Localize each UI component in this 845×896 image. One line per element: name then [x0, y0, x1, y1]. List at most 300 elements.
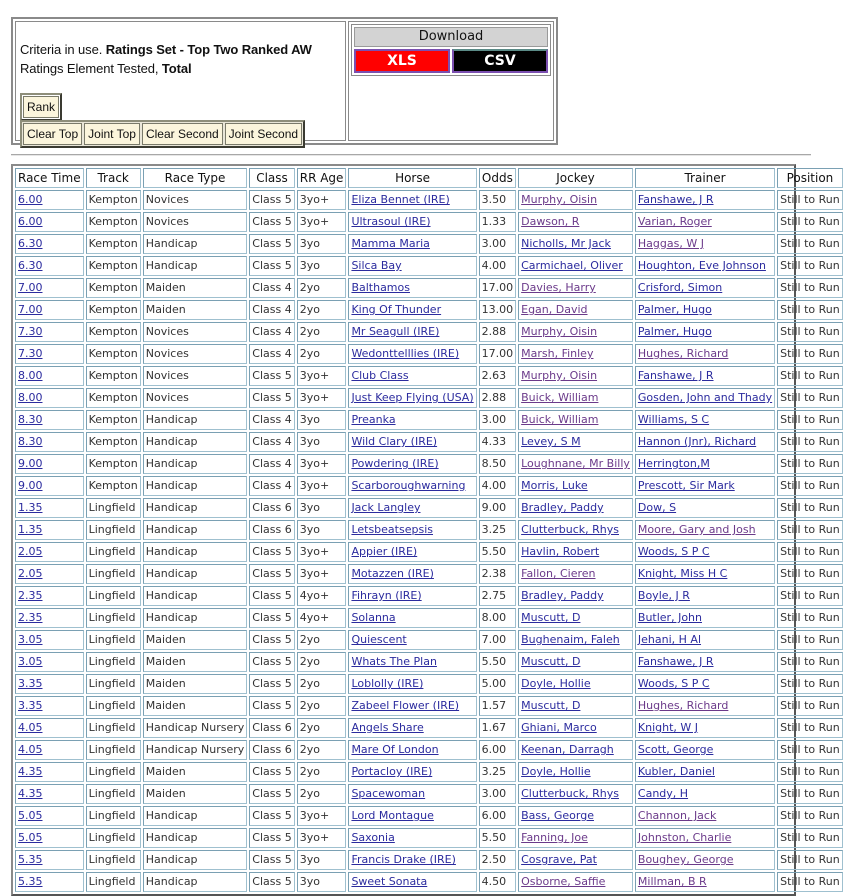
position-cell: Still to Run — [777, 850, 843, 870]
class-cell: Class 5 — [249, 608, 294, 628]
race-type-cell: Handicap — [143, 828, 248, 848]
class-cell: Class 5 — [249, 542, 294, 562]
position-cell: Still to Run — [777, 388, 843, 408]
odds-cell: 5.50 — [479, 542, 517, 562]
race-time-link[interactable]: 3.35 — [18, 677, 43, 690]
jockey-link[interactable]: Loughnane, Mr Billy — [521, 457, 630, 470]
table-row — [15, 828, 843, 848]
race-time-link[interactable]: 2.05 — [18, 545, 43, 558]
jockey-link[interactable]: Morris, Luke — [521, 479, 588, 492]
race-time-link[interactable]: 6.00 — [18, 193, 43, 206]
trainer-cell — [635, 784, 775, 804]
horse-cell — [348, 718, 476, 738]
race-time-cell — [15, 718, 84, 738]
table-row — [15, 674, 843, 694]
rr-age-cell: 2yo — [297, 344, 347, 364]
trainer-link[interactable]: Hannon (Jnr), Richard — [637, 435, 757, 448]
race-time-cell — [15, 410, 84, 430]
trainer-link[interactable]: Hughes, Richard — [637, 699, 729, 712]
jockey-cell — [518, 740, 633, 760]
race-type-cell: Handicap — [143, 234, 248, 254]
jockey-link[interactable]: Bass, George — [521, 809, 594, 822]
horse-link[interactable]: Zabeel Flower (IRE) — [351, 699, 460, 712]
horse-cell — [348, 872, 476, 892]
track-cell: Lingfield — [86, 564, 141, 584]
jockey-cell — [518, 586, 633, 606]
jockey-link[interactable]: Carmichael, Oliver — [521, 259, 623, 272]
position-cell: Still to Run — [777, 410, 843, 430]
horse-cell — [348, 674, 476, 694]
download-cell — [348, 21, 554, 141]
race-time-link[interactable]: 9.00 — [18, 457, 43, 470]
horse-link[interactable]: King Of Thunder — [351, 303, 442, 316]
track-cell: Lingfield — [86, 674, 141, 694]
trainer-link[interactable]: Herrington,M — [637, 457, 710, 470]
horse-link[interactable]: Just Keep Flying (USA) — [351, 391, 474, 404]
element-value: Total — [161, 61, 192, 76]
horse-link[interactable]: Whats The Plan — [351, 655, 437, 668]
position-cell: Still to Run — [777, 190, 843, 210]
odds-cell: 8.00 — [479, 608, 517, 628]
rr-age-cell: 3yo+ — [297, 564, 347, 584]
trainer-link[interactable]: Candy, H — [637, 787, 689, 800]
horse-cell — [348, 630, 476, 650]
track-cell: Lingfield — [86, 762, 141, 782]
trainer-link[interactable]: Hughes, Richard — [637, 347, 729, 360]
trainer-cell — [635, 828, 775, 848]
horse-link[interactable]: Silca Bay — [351, 259, 402, 272]
race-time-link[interactable]: 8.00 — [18, 369, 43, 382]
race-time-link[interactable]: 2.35 — [18, 589, 43, 602]
position-cell: Still to Run — [777, 322, 843, 342]
horse-link[interactable]: Loblolly (IRE) — [351, 677, 424, 690]
jockey-cell — [518, 322, 633, 342]
jockey-link[interactable]: Bughenaim, Faleh — [521, 633, 620, 646]
jockey-link[interactable]: Muscutt, D — [521, 655, 581, 668]
race-type-cell: Maiden — [143, 674, 248, 694]
trainer-cell — [635, 564, 775, 584]
jockey-link[interactable]: Buick, William — [521, 391, 599, 404]
race-time-cell — [15, 784, 84, 804]
race-time-link[interactable]: 3.05 — [18, 655, 43, 668]
class-cell: Class 5 — [249, 652, 294, 672]
race-time-cell — [15, 344, 84, 364]
rr-age-cell: 2yo — [297, 652, 347, 672]
position-cell: Still to Run — [777, 300, 843, 320]
jockey-link[interactable]: Nicholls, Mr Jack — [521, 237, 611, 250]
class-cell: Class 4 — [249, 344, 294, 364]
horse-link[interactable]: Motazzen (IRE) — [351, 567, 434, 580]
race-time-cell — [15, 388, 84, 408]
race-time-link[interactable]: 6.30 — [18, 237, 43, 250]
race-time-link[interactable]: 4.05 — [18, 743, 43, 756]
track-cell: Lingfield — [86, 784, 141, 804]
col-header-track: Track — [86, 168, 141, 188]
trainer-link[interactable]: Dow, S — [637, 501, 677, 514]
horse-link[interactable]: Letsbeatsepsis — [351, 523, 433, 536]
race-type-cell: Handicap — [143, 476, 248, 496]
rr-age-cell: 3yo — [297, 432, 347, 452]
odds-cell: 6.00 — [479, 806, 517, 826]
race-time-link[interactable]: 5.35 — [18, 875, 43, 888]
table-row — [15, 300, 843, 320]
race-time-link[interactable]: 3.05 — [18, 633, 43, 646]
trainer-link[interactable]: Channon, Jack — [637, 809, 717, 822]
horse-link[interactable]: Portacloy (IRE) — [351, 765, 433, 778]
jockey-cell — [518, 718, 633, 738]
odds-cell: 2.63 — [479, 366, 517, 386]
horse-cell — [348, 300, 476, 320]
table-row — [15, 476, 843, 496]
horse-link[interactable]: Mamma Maria — [351, 237, 430, 250]
race-time-cell — [15, 322, 84, 342]
race-time-cell — [15, 366, 84, 386]
race-time-cell — [15, 674, 84, 694]
trainer-link[interactable]: Varian, Roger — [637, 215, 712, 228]
trainer-link[interactable]: Fanshawe, J R — [637, 655, 714, 668]
horse-cell — [348, 564, 476, 584]
trainer-link[interactable]: Houghton, Eve Johnson — [637, 259, 766, 272]
horse-link[interactable]: Ultrasoul (IRE) — [351, 215, 431, 228]
race-time-link[interactable]: 2.35 — [18, 611, 43, 624]
jockey-link[interactable]: Ghiani, Marco — [521, 721, 597, 734]
horse-link[interactable]: Solanna — [351, 611, 396, 624]
race-type-cell: Maiden — [143, 784, 248, 804]
race-time-link[interactable]: 8.30 — [18, 435, 43, 448]
race-time-link[interactable]: 5.35 — [18, 853, 43, 866]
race-time-link[interactable]: 5.05 — [18, 809, 43, 822]
trainer-link[interactable]: Palmer, Hugo — [637, 325, 712, 338]
trainer-link[interactable]: Gosden, John and Thady — [637, 391, 773, 404]
race-time-cell — [15, 300, 84, 320]
race-time-link[interactable]: 5.05 — [18, 831, 43, 844]
jockey-link[interactable]: Marsh, Finley — [521, 347, 594, 360]
table-row — [15, 344, 843, 364]
jockey-link[interactable]: Buick, William — [521, 413, 599, 426]
race-time-link[interactable]: 1.35 — [18, 501, 43, 514]
clear-second-button[interactable]: Clear Second — [142, 123, 223, 145]
race-type-cell: Handicap — [143, 586, 248, 606]
horse-cell — [348, 366, 476, 386]
trainer-cell — [635, 234, 775, 254]
table-row — [15, 630, 843, 650]
position-cell: Still to Run — [777, 762, 843, 782]
jockey-link[interactable]: Keenan, Darragh — [521, 743, 614, 756]
odds-cell: 2.88 — [479, 322, 517, 342]
class-cell: Class 5 — [249, 586, 294, 606]
odds-cell: 3.00 — [479, 784, 517, 804]
trainer-link[interactable]: Fanshawe, J R — [637, 193, 714, 206]
rr-age-cell: 3yo+ — [297, 388, 347, 408]
horse-link[interactable]: Francis Drake (IRE) — [351, 853, 456, 866]
track-cell: Lingfield — [86, 850, 141, 870]
race-type-cell: Handicap Nursery — [143, 740, 248, 760]
jockey-link[interactable]: Murphy, Oisin — [521, 325, 598, 338]
trainer-link[interactable]: Palmer, Hugo — [637, 303, 712, 316]
trainer-cell — [635, 190, 775, 210]
horse-link[interactable]: Preanka — [351, 413, 396, 426]
race-time-link[interactable]: 6.30 — [18, 259, 43, 272]
horse-link[interactable]: Scarboroughwarning — [351, 479, 466, 492]
horse-cell — [348, 498, 476, 518]
jockey-cell — [518, 564, 633, 584]
jockey-cell — [518, 300, 633, 320]
race-time-link[interactable]: 4.05 — [18, 721, 43, 734]
jockey-link[interactable]: Doyle, Hollie — [521, 677, 591, 690]
trainer-link[interactable]: Haggas, W J — [637, 237, 704, 250]
horse-link[interactable]: Club Class — [351, 369, 409, 382]
trainer-link[interactable]: Williams, S C — [637, 413, 710, 426]
trainer-link[interactable]: Knight, W J — [637, 721, 699, 734]
odds-cell: 1.33 — [479, 212, 517, 232]
trainer-cell — [635, 850, 775, 870]
trainer-link[interactable]: Moore, Gary and Josh — [637, 523, 756, 536]
race-time-cell — [15, 476, 84, 496]
class-cell: Class 4 — [249, 454, 294, 474]
horse-link[interactable]: Appier (IRE) — [351, 545, 418, 558]
table-row — [15, 212, 843, 232]
trainer-cell — [635, 322, 775, 342]
table-row — [15, 322, 843, 342]
trainer-cell — [635, 674, 775, 694]
position-cell: Still to Run — [777, 674, 843, 694]
track-cell: Lingfield — [86, 696, 141, 716]
horse-cell — [348, 234, 476, 254]
table-row — [15, 278, 843, 298]
jockey-cell — [518, 344, 633, 364]
rank-button[interactable]: Rank — [23, 96, 59, 118]
trainer-cell — [635, 806, 775, 826]
horse-link[interactable]: Jack Langley — [351, 501, 421, 514]
race-type-cell: Handicap — [143, 454, 248, 474]
col-header-odds: Odds — [479, 168, 517, 188]
jockey-link[interactable]: Murphy, Oisin — [521, 193, 598, 206]
table-row — [15, 234, 843, 254]
odds-cell: 5.50 — [479, 652, 517, 672]
position-cell: Still to Run — [777, 652, 843, 672]
jockey-cell — [518, 806, 633, 826]
jockey-cell — [518, 498, 633, 518]
trainer-cell — [635, 300, 775, 320]
results-table — [13, 166, 845, 894]
class-cell: Class 5 — [249, 256, 294, 276]
track-cell: Lingfield — [86, 586, 141, 606]
track-cell: Lingfield — [86, 630, 141, 650]
jockey-link[interactable]: Fallon, Cieren — [521, 567, 596, 580]
class-cell: Class 6 — [249, 520, 294, 540]
horse-link[interactable]: Wild Clary (IRE) — [351, 435, 438, 448]
class-cell: Class 4 — [249, 410, 294, 430]
trainer-link[interactable]: Knight, Miss H C — [637, 567, 728, 580]
trainer-cell — [635, 696, 775, 716]
position-cell: Still to Run — [777, 432, 843, 452]
jockey-link[interactable]: Osborne, Saffie — [521, 875, 606, 888]
download-csv-button[interactable]: CSV — [452, 49, 548, 73]
horse-cell — [348, 344, 476, 364]
trainer-cell — [635, 432, 775, 452]
horse-link[interactable]: Spacewoman — [351, 787, 426, 800]
trainer-link[interactable]: Boughey, George — [637, 853, 734, 866]
rr-age-cell: 3yo — [297, 872, 347, 892]
trainer-cell — [635, 388, 775, 408]
odds-cell: 4.00 — [479, 256, 517, 276]
track-cell: Kempton — [86, 212, 141, 232]
rr-age-cell: 3yo — [297, 498, 347, 518]
jockey-link[interactable]: Cosgrave, Pat — [521, 853, 597, 866]
track-cell: Lingfield — [86, 520, 141, 540]
trainer-link[interactable]: Johnston, Charlie — [637, 831, 732, 844]
jockey-link[interactable]: Levey, S M — [521, 435, 581, 448]
jockey-cell — [518, 234, 633, 254]
horse-link[interactable]: Angels Share — [351, 721, 424, 734]
jockey-link[interactable]: Fanning, Joe — [521, 831, 588, 844]
jockey-cell — [518, 410, 633, 430]
trainer-link[interactable]: Woods, S P C — [637, 545, 710, 558]
race-time-link[interactable]: 2.05 — [18, 567, 43, 580]
horse-cell — [348, 850, 476, 870]
position-cell: Still to Run — [777, 718, 843, 738]
rr-age-cell: 3yo+ — [297, 454, 347, 474]
position-cell: Still to Run — [777, 366, 843, 386]
rr-age-cell: 3yo — [297, 234, 347, 254]
race-type-cell: Novices — [143, 212, 248, 232]
class-cell: Class 6 — [249, 740, 294, 760]
trainer-link[interactable]: Scott, George — [637, 743, 714, 756]
horse-cell — [348, 410, 476, 430]
horse-link[interactable]: Saxonia — [351, 831, 395, 844]
rr-age-cell: 2yo — [297, 740, 347, 760]
horse-link[interactable]: Fihrayn (IRE) — [351, 589, 422, 602]
horse-link[interactable]: Lord Montague — [351, 809, 434, 822]
horse-cell — [348, 212, 476, 232]
trainer-cell — [635, 718, 775, 738]
jockey-link[interactable]: Clutterbuck, Rhys — [521, 523, 619, 536]
race-time-link[interactable]: 3.35 — [18, 699, 43, 712]
rr-age-cell: 3yo — [297, 520, 347, 540]
rr-age-cell: 2yo — [297, 322, 347, 342]
table-row — [15, 366, 843, 386]
race-time-cell — [15, 190, 84, 210]
horse-cell — [348, 806, 476, 826]
odds-cell: 2.50 — [479, 850, 517, 870]
trainer-link[interactable]: Boyle, J R — [637, 589, 690, 602]
trainer-link[interactable]: Kubler, Daniel — [637, 765, 715, 778]
clear-top-button[interactable]: Clear Top — [23, 123, 82, 145]
race-time-link[interactable]: 9.00 — [18, 479, 43, 492]
rr-age-cell: 3yo+ — [297, 542, 347, 562]
position-cell: Still to Run — [777, 542, 843, 562]
odds-cell: 3.25 — [479, 762, 517, 782]
odds-cell: 17.00 — [479, 344, 517, 364]
jockey-link[interactable]: Muscutt, D — [521, 611, 581, 624]
rr-age-cell: 4yo+ — [297, 608, 347, 628]
odds-cell: 2.75 — [479, 586, 517, 606]
horse-link[interactable]: Mare Of London — [351, 743, 439, 756]
horse-link[interactable]: Wedonttelllies (IRE) — [351, 347, 460, 360]
joint-second-button[interactable]: Joint Second — [225, 123, 302, 145]
horse-link[interactable]: Eliza Bennet (IRE) — [351, 193, 450, 206]
jockey-link[interactable]: Havlin, Robert — [521, 545, 600, 558]
trainer-link[interactable]: Fanshawe, J R — [637, 369, 714, 382]
race-type-cell: Novices — [143, 388, 248, 408]
race-time-link[interactable]: 1.35 — [18, 523, 43, 536]
race-type-cell: Maiden — [143, 300, 248, 320]
trainer-link[interactable]: Woods, S P C — [637, 677, 710, 690]
col-header-trainer: Trainer — [635, 168, 775, 188]
jockey-link[interactable]: Doyle, Hollie — [521, 765, 591, 778]
horse-link[interactable]: Mr Seagull (IRE) — [351, 325, 440, 338]
trainer-cell — [635, 256, 775, 276]
horse-link[interactable]: Quiescent — [351, 633, 407, 646]
trainer-link[interactable]: Crisford, Simon — [637, 281, 723, 294]
jockey-cell — [518, 652, 633, 672]
jockey-link[interactable]: Clutterbuck, Rhys — [521, 787, 619, 800]
jockey-cell — [518, 784, 633, 804]
rr-age-cell: 3yo — [297, 850, 347, 870]
jockey-link[interactable]: Egan, David — [521, 303, 588, 316]
race-time-link[interactable]: 8.00 — [18, 391, 43, 404]
odds-cell: 8.50 — [479, 454, 517, 474]
track-cell: Kempton — [86, 300, 141, 320]
track-cell: Kempton — [86, 454, 141, 474]
trainer-cell — [635, 542, 775, 562]
race-time-cell — [15, 696, 84, 716]
race-time-link[interactable]: 7.30 — [18, 325, 43, 338]
jockey-link[interactable]: Bradley, Paddy — [521, 501, 604, 514]
jockey-link[interactable]: Muscutt, D — [521, 699, 581, 712]
jockey-cell — [518, 630, 633, 650]
horse-cell — [348, 608, 476, 628]
rr-age-cell: 3yo+ — [297, 806, 347, 826]
trainer-link[interactable]: Butler, John — [637, 611, 702, 624]
download-xls-button[interactable]: XLS — [354, 49, 450, 73]
odds-cell: 2.88 — [479, 388, 517, 408]
race-time-link[interactable]: 4.35 — [18, 787, 43, 800]
race-time-cell — [15, 630, 84, 650]
joint-top-button[interactable]: Joint Top — [84, 123, 140, 145]
track-cell: Kempton — [86, 256, 141, 276]
trainer-link[interactable]: Jehani, H Al — [637, 633, 702, 646]
jockey-link[interactable]: Dawson, R — [521, 215, 580, 228]
track-cell: Kempton — [86, 234, 141, 254]
horse-link[interactable]: Powdering (IRE) — [351, 457, 439, 470]
trainer-link[interactable]: Millman, B R — [637, 875, 707, 888]
race-time-link[interactable]: 8.30 — [18, 413, 43, 426]
track-cell: Kempton — [86, 410, 141, 430]
race-time-cell — [15, 608, 84, 628]
race-time-link[interactable]: 7.00 — [18, 303, 43, 316]
race-time-link[interactable]: 7.30 — [18, 347, 43, 360]
jockey-link[interactable]: Murphy, Oisin — [521, 369, 598, 382]
class-cell: Class 6 — [249, 498, 294, 518]
jockey-link[interactable]: Davies, Harry — [521, 281, 596, 294]
race-time-link[interactable]: 4.35 — [18, 765, 43, 778]
horse-link[interactable]: Balthamos — [351, 281, 410, 294]
criteria-prefix: Criteria in use. — [20, 42, 103, 57]
jockey-link[interactable]: Bradley, Paddy — [521, 589, 604, 602]
horse-cell — [348, 190, 476, 210]
odds-cell: 13.00 — [479, 300, 517, 320]
position-cell: Still to Run — [777, 498, 843, 518]
trainer-link[interactable]: Prescott, Sir Mark — [637, 479, 735, 492]
race-type-cell: Handicap — [143, 564, 248, 584]
race-type-cell: Novices — [143, 322, 248, 342]
table-row — [15, 872, 843, 892]
horse-link[interactable]: Sweet Sonata — [351, 875, 428, 888]
race-time-link[interactable]: 6.00 — [18, 215, 43, 228]
trainer-cell — [635, 278, 775, 298]
race-time-link[interactable]: 7.00 — [18, 281, 43, 294]
